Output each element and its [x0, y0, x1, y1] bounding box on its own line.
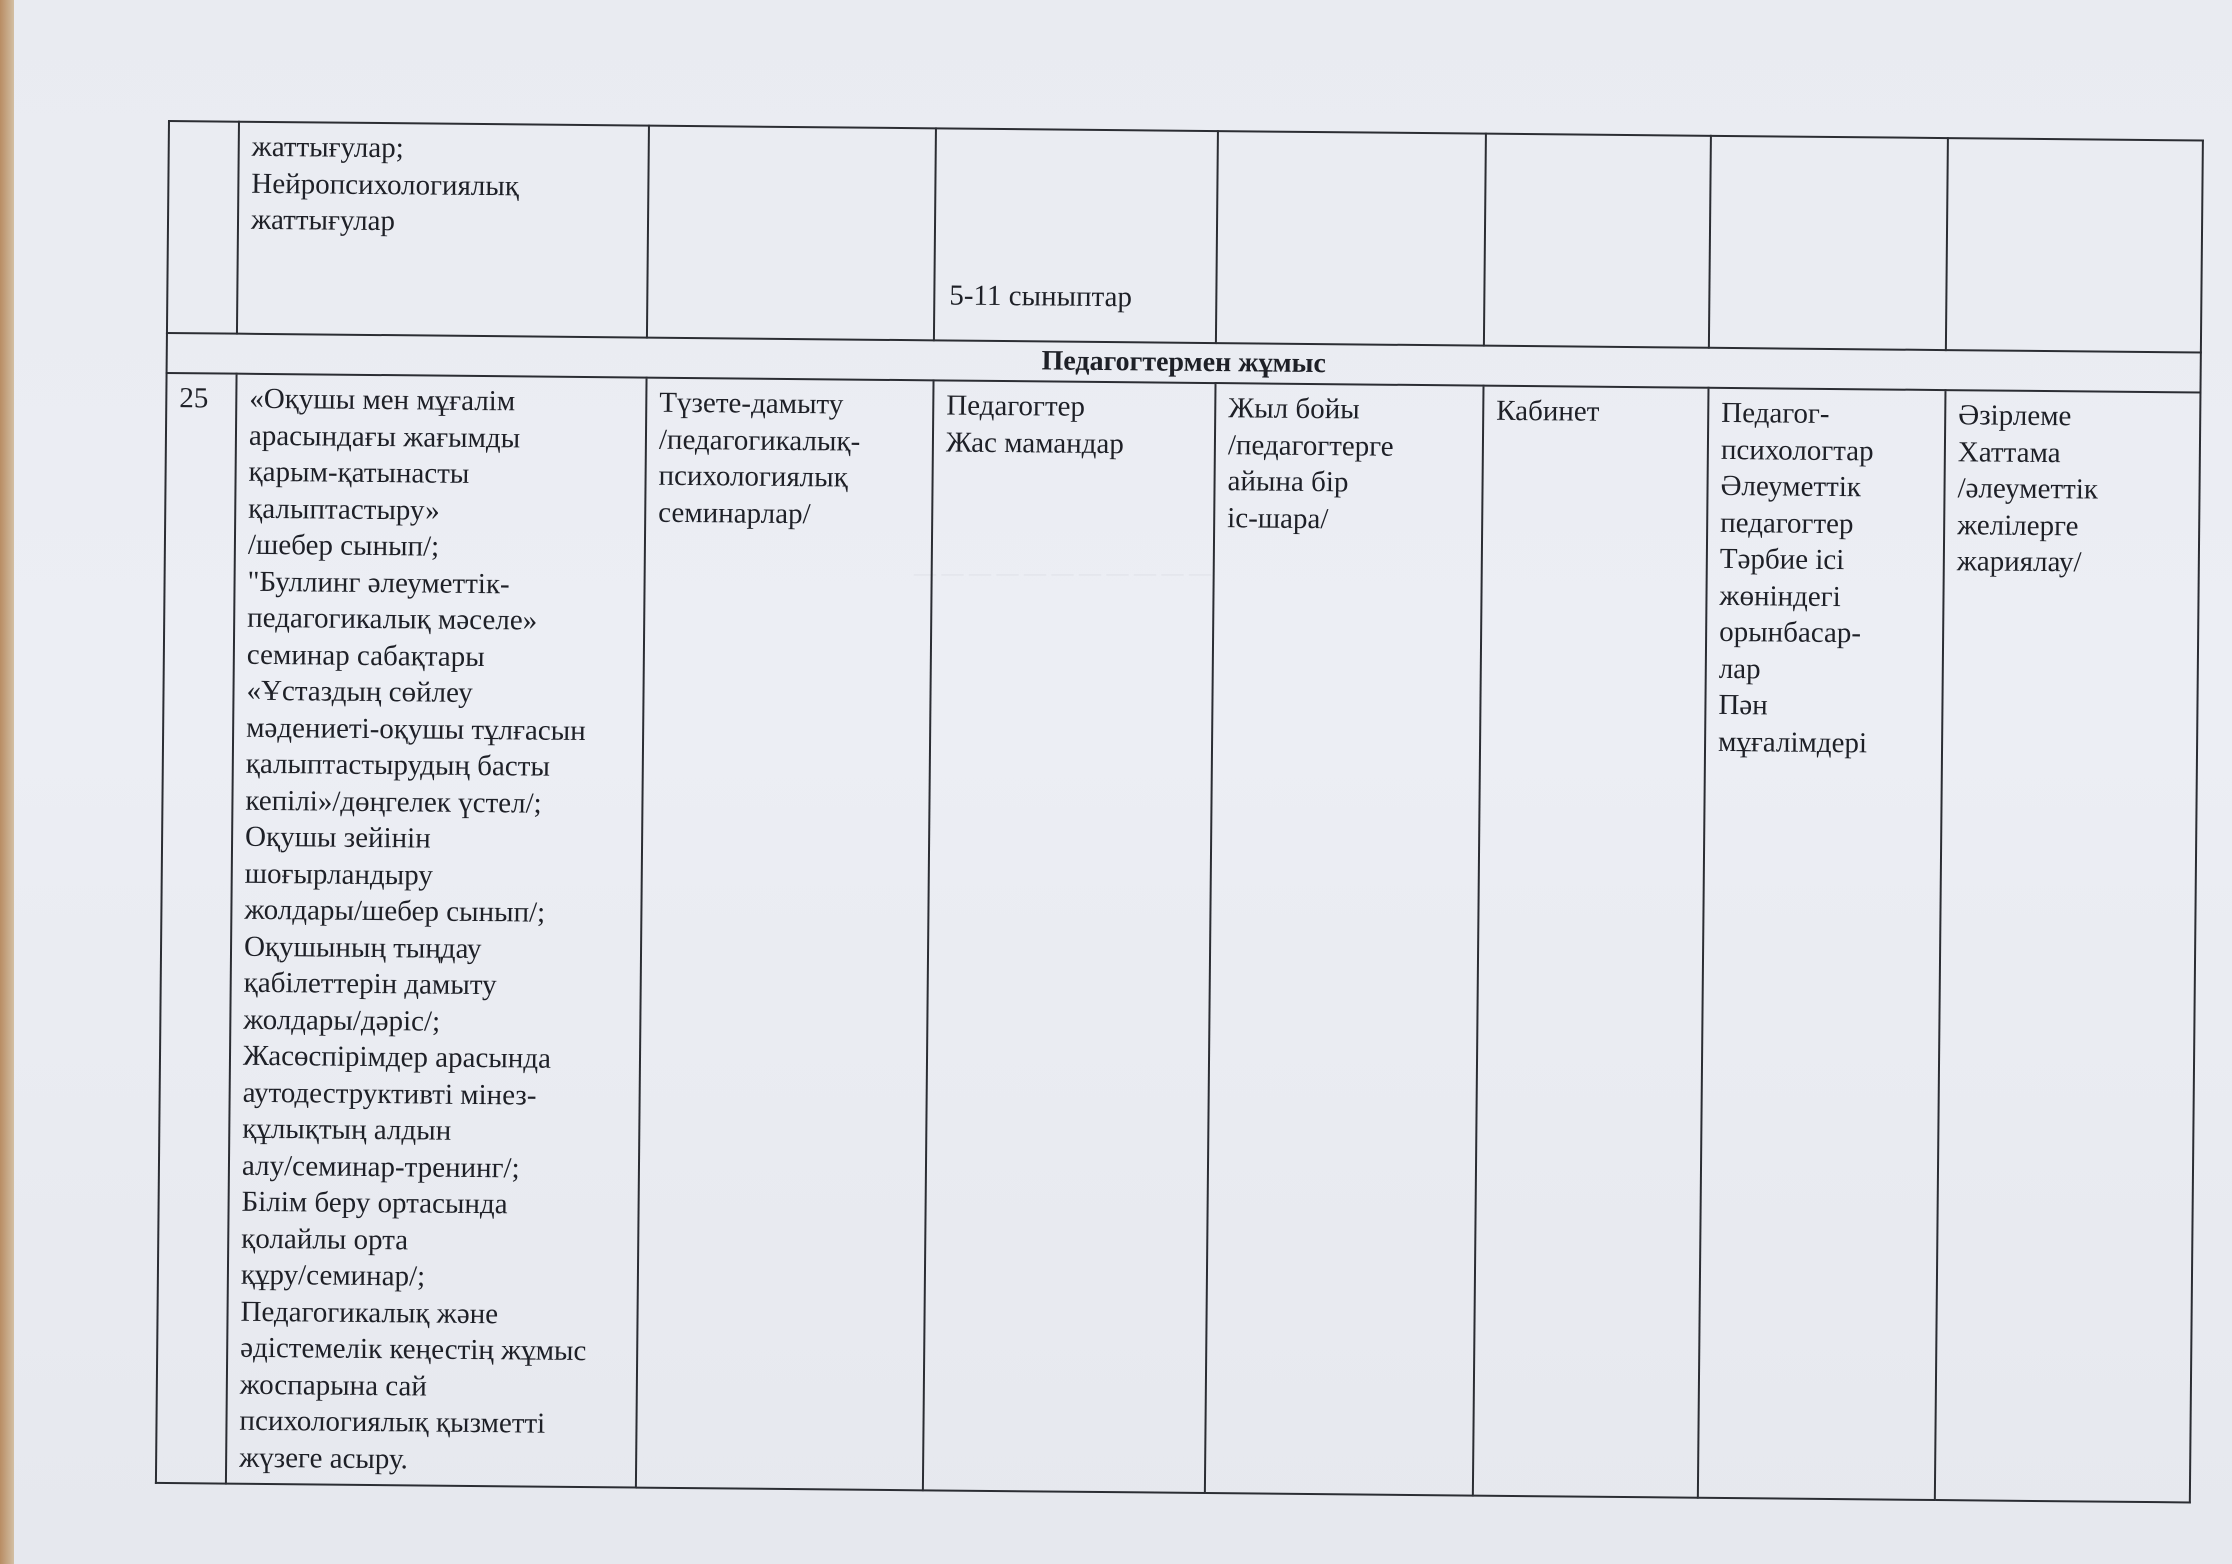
number-cell [156, 373, 237, 1484]
timing-text: Жыл бойы /педагогтерге айына бір іс-шара/ [1227, 392, 1394, 535]
direction-cell [647, 126, 936, 341]
participants-text: 5-11 сыныптар [949, 279, 1133, 313]
activities-cell [237, 122, 649, 338]
plan-table [155, 120, 2204, 1503]
participants-text: Педагогтер Жас мамандар [945, 389, 1125, 460]
timing-cell [1205, 383, 1484, 1496]
location-cell [1484, 134, 1711, 348]
participants-cell [923, 380, 1216, 1493]
table-row [156, 373, 2201, 1502]
location-text: Кабинет [1496, 394, 1600, 428]
result-text: Әзірлеме Хаттама /әлеуметтік желілерге жариялау/ [1956, 399, 2099, 579]
activities-cell [226, 374, 647, 1488]
activities-text: жаттығулар; Нейропсихологиялық жаттығулар [250, 130, 520, 238]
direction-text: Түзете-дамыту /педагогикалық- психологиялық семинарлар/ [658, 386, 861, 530]
section-title: Педагогтермен жұмыс [167, 333, 2201, 393]
number-cell [167, 121, 239, 334]
responsible-text: Педагог- психологтар Әлеуметтік педагогтер Тәрбие ісі жөніндегі орынбасар- лар Пән мұғалімдері [1717, 396, 1874, 759]
timing-cell [1216, 131, 1486, 346]
direction-cell [636, 378, 934, 1491]
participants-cell [934, 128, 1218, 343]
row-number: 25 [179, 382, 209, 415]
paper-stack-edge [0, 0, 14, 1564]
result-cell [1935, 390, 2201, 1502]
location-cell [1473, 386, 1709, 1498]
table-row [167, 121, 2203, 353]
show-through-text: — — — — — — — — — — — [914, 560, 1211, 585]
activities-text: «Оқушы мен мұғалім арасындағы жағымды қарым-қатынасты қалыптастыру» /шебер сынып/; "Буллинг әлеуметтік- педагогикалық мәселе» семинар сабақтары «Ұстаздың сөйлеу мәдениеті-оқушы тұлғасын қалыптастырудың басты кепілі»/дөңгелек үстел/; Оқушы зейінін шоғырландыру жолдары/шебер сынып/; Оқушының тыңдау қабілеттерін дамыту жолдары/дәріс/; Жасөспірімдер арасында аутодеструктивті мінез- құлықтың алдын алу/семинар-тренинг/; Білім беру ортасында қолайлы орта құру/семинар/; Педагогикалық және әдістемелік кеңестің жұмыс жоспарына сай психологиялық қызметті жүзеге асыру. [239, 382, 587, 1475]
result-cell [1946, 138, 2203, 352]
responsible-cell [1709, 136, 1948, 350]
responsible-cell [1698, 388, 1946, 1500]
